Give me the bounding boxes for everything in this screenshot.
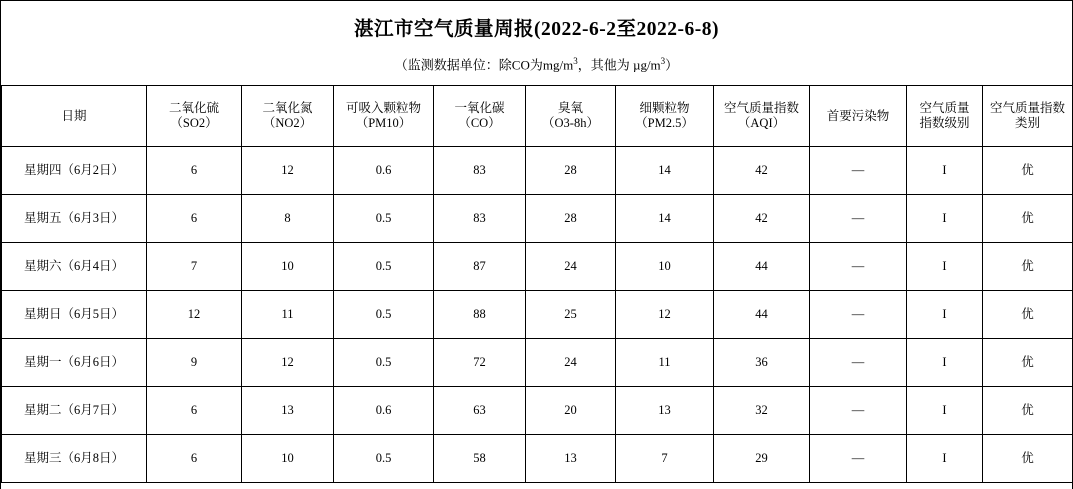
cell-aqi-category: 优 [983,387,1073,435]
cell-pm25: 7 [616,435,714,483]
cell-pm25: 11 [616,339,714,387]
cell-aqi-level: I [907,339,983,387]
cell-aqi: 42 [714,195,810,243]
cell-date: 星期二（6月7日） [2,387,147,435]
cell-so2: 6 [147,387,242,435]
cell-no2: 13 [242,387,334,435]
cell-primary-pollutant: — [810,291,907,339]
cell-aqi: 44 [714,243,810,291]
cell-o3: 25 [526,291,616,339]
cell-date: 星期六（6月4日） [2,243,147,291]
cell-aqi-level: I [907,147,983,195]
header-line: 类别 [1014,116,1040,131]
cell-primary-pollutant: — [810,339,907,387]
cell-pm10: 0.6 [334,387,434,435]
cell-primary-pollutant: — [810,147,907,195]
header-line: （PM10） [355,116,412,131]
cell-pm10: 0.5 [334,195,434,243]
cell-aqi: 36 [714,339,810,387]
cell-aqi: 29 [714,435,810,483]
cell-aqi-category: 优 [983,195,1073,243]
cell-no2: 8 [242,195,334,243]
cell-pm10: 0.5 [334,339,434,387]
measurement-unit-note [1,41,1072,85]
header-line: 二氧化氮 [262,100,313,115]
cell-pm25: 14 [616,147,714,195]
cell-date: 星期五（6月3日） [2,195,147,243]
cell-so2: 6 [147,147,242,195]
header-line: 首要污染物 [826,108,890,123]
unit-note-superscript-1: 3 [573,56,578,67]
cell-date: 星期日（6月5日） [2,291,147,339]
header-line: （SO2） [170,116,218,131]
cell-primary-pollutant: — [810,243,907,291]
column-header-co [434,86,526,147]
cell-date: 星期一（6月6日） [2,339,147,387]
column-header-o3 [526,86,616,147]
header-line: 空气质量 [919,100,970,115]
column-header-primary-pollutant [810,86,907,147]
cell-o3: 24 [526,243,616,291]
table-row [2,243,1073,291]
cell-no2: 10 [242,435,334,483]
cell-co: 83 [434,195,526,243]
unit-note-superscript-2: 3 [660,56,666,67]
table-row [2,339,1073,387]
column-header-aqi-level [907,86,983,147]
column-header-date [2,86,147,147]
header-line: 空气质量指数 [989,100,1065,115]
cell-pm25: 14 [616,195,714,243]
cell-date: 星期三（6月8日） [2,435,147,483]
cell-aqi-level: I [907,291,983,339]
cell-pm10: 0.6 [334,147,434,195]
cell-primary-pollutant: — [810,195,907,243]
column-header-no2 [242,86,334,147]
cell-so2: 7 [147,243,242,291]
unit-note-part-1: （监测数据单位：除CO为mg/m [394,57,574,73]
cell-no2: 12 [242,147,334,195]
cell-o3: 28 [526,195,616,243]
cell-o3: 20 [526,387,616,435]
header-line: （AQI） [737,116,786,131]
cell-aqi-category: 优 [983,339,1073,387]
unit-note-part-3: ） [665,57,679,73]
cell-pm25: 13 [616,387,714,435]
header-line: （NO2） [262,116,313,131]
cell-aqi-level: I [907,387,983,435]
header-line: 一氧化碳 [454,100,505,115]
cell-aqi: 42 [714,147,810,195]
cell-pm25: 10 [616,243,714,291]
cell-co: 88 [434,291,526,339]
table-header-row [2,86,1073,147]
cell-no2: 12 [242,339,334,387]
cell-aqi-level: I [907,435,983,483]
column-header-so2 [147,86,242,147]
cell-o3: 24 [526,339,616,387]
cell-aqi-category: 优 [983,435,1073,483]
cell-co: 63 [434,387,526,435]
cell-aqi: 32 [714,387,810,435]
unit-note-part-2: ，其他为 µg/m [577,57,661,73]
cell-o3: 13 [526,435,616,483]
table-row [2,387,1073,435]
header-line: 臭氧 [557,100,583,115]
cell-so2: 12 [147,291,242,339]
table-body [2,147,1073,483]
page-title: 湛江市空气质量周报(2022-6-2至2022-6-8) [354,19,719,40]
column-header-pm10 [334,86,434,147]
cell-no2: 11 [242,291,334,339]
header-line: （O3-8h） [542,116,599,131]
column-header-pm25 [616,86,714,147]
header-line: 可吸入颗粒物 [345,100,421,115]
cell-co: 87 [434,243,526,291]
cell-so2: 9 [147,339,242,387]
table-row [2,195,1073,243]
column-header-aqi [714,86,810,147]
cell-date: 星期四（6月2日） [2,147,147,195]
cell-primary-pollutant: — [810,435,907,483]
header-line: 指数级别 [919,116,970,131]
header-line: 二氧化硫 [168,100,219,115]
cell-aqi-category: 优 [983,243,1073,291]
cell-co: 83 [434,147,526,195]
header-line: 日期 [61,108,87,123]
table-row [2,435,1073,483]
air-quality-table [1,85,1073,483]
cell-so2: 6 [147,195,242,243]
cell-pm10: 0.5 [334,435,434,483]
column-header-aqi-category [983,86,1073,147]
header-line: （CO） [458,116,501,131]
table-row [2,147,1073,195]
cell-aqi-level: I [907,195,983,243]
table-header [2,86,1073,147]
cell-so2: 6 [147,435,242,483]
cell-aqi-level: I [907,243,983,291]
cell-no2: 10 [242,243,334,291]
cell-o3: 28 [526,147,616,195]
cell-pm10: 0.5 [334,243,434,291]
cell-co: 72 [434,339,526,387]
cell-aqi-category: 优 [983,147,1073,195]
cell-aqi: 44 [714,291,810,339]
cell-aqi-category: 优 [983,291,1073,339]
header-line: 细颗粒物 [639,100,690,115]
table-row [2,291,1073,339]
header-line: 空气质量指数 [723,100,799,115]
cell-primary-pollutant: — [810,387,907,435]
cell-pm10: 0.5 [334,291,434,339]
header-line: （PM2.5） [635,116,694,131]
cell-co: 58 [434,435,526,483]
cell-pm25: 12 [616,291,714,339]
